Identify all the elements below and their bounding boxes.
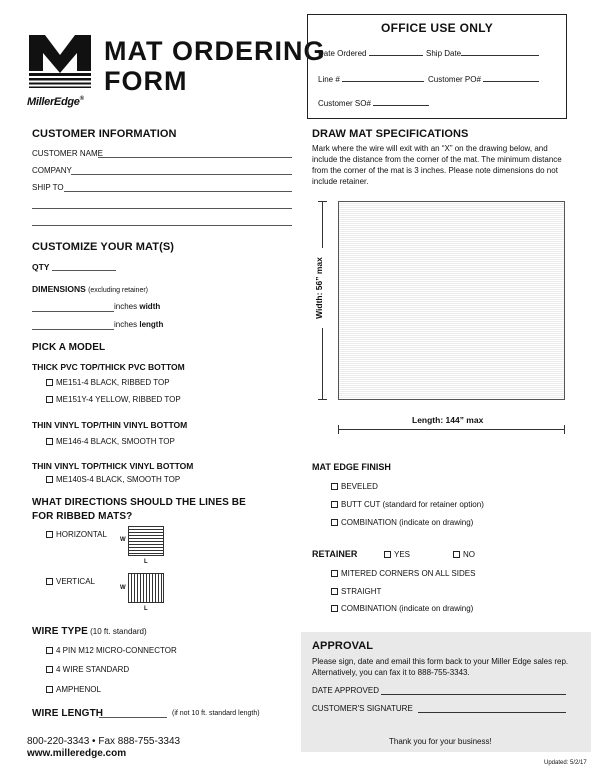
pick-model-title: PICK A MODEL (32, 342, 106, 353)
direction-horizontal[interactable]: HORIZONTAL (46, 530, 107, 539)
checkbox[interactable] (331, 605, 338, 612)
line-number-field[interactable] (342, 73, 424, 82)
contact-phone: 800-220-3343 • Fax 888-755-3343 (27, 736, 181, 747)
updated-date: Updated: 5/2/17 (544, 760, 587, 766)
draw-title: DRAW MAT SPECIFICATIONS (312, 128, 469, 140)
approval-instructions: Please sign, date and email this form back to your Miller Edge sales rep. Alternatively, you can fax it to 888-755-3343. (312, 657, 569, 677)
mat-drawing-area[interactable] (338, 201, 565, 400)
checkbox[interactable] (331, 519, 338, 526)
checkbox[interactable] (46, 438, 53, 445)
checkbox[interactable] (46, 578, 53, 585)
signature-field[interactable] (418, 712, 566, 713)
retainer-title: RETAINER (312, 549, 358, 559)
qty-field[interactable] (52, 270, 116, 271)
length-dimension-line (338, 429, 565, 430)
directions-title: WHAT DIRECTIONS SHOULD THE LINES BE FOR RIBBED MATS? (32, 497, 246, 522)
wire-option-m12[interactable]: 4 PIN M12 MICRO-CONNECTOR (46, 646, 177, 655)
customize-title: CUSTOMIZE YOUR MAT(S) (32, 241, 175, 253)
retainer-option-mitered[interactable]: MITERED CORNERS ON ALL SIDES (331, 569, 475, 578)
wire-length-field[interactable] (99, 717, 167, 718)
direction-vertical[interactable]: VERTICAL (46, 577, 95, 586)
edge-option-butt-cut[interactable]: BUTT CUT (standard for retainer option) (331, 500, 484, 509)
brand-name: MillerEdge® (27, 96, 84, 108)
approval-title: APPROVAL (312, 640, 374, 652)
checkbox[interactable] (46, 396, 53, 403)
vertical-lines-sample (128, 573, 164, 603)
edge-finish-title: MAT EDGE FINISH (312, 462, 391, 472)
office-use-title: OFFICE USE ONLY (380, 21, 494, 35)
company-field[interactable] (71, 174, 292, 175)
width-label: Width: 56” max (314, 248, 324, 328)
retainer-option-combination[interactable]: COMBINATION (indicate on drawing) (331, 604, 473, 613)
retainer-no[interactable]: NO (453, 550, 475, 559)
checkbox[interactable] (331, 501, 338, 508)
checkbox[interactable] (46, 686, 53, 693)
office-use-box: OFFICE USE ONLY Date Ordered Ship Date Line # Customer PO# Customer SO# (307, 14, 567, 119)
miller-edge-logo (27, 33, 93, 97)
model-option-me151y-4[interactable]: ME151Y-4 YELLOW, RIBBED TOP (46, 395, 181, 404)
thank-you-text: Thank you for your business! (389, 737, 492, 746)
page-title: MAT ORDERING FORM (104, 36, 326, 96)
wire-option-amphenol[interactable]: AMPHENOL (46, 685, 101, 694)
checkbox[interactable] (46, 647, 53, 654)
ship-to-field-line2[interactable] (32, 208, 292, 209)
ship-to-field[interactable] (64, 191, 292, 192)
wire-option-4-wire[interactable]: 4 WIRE STANDARD (46, 665, 129, 674)
length-label: Length: 144” max (412, 415, 484, 425)
edge-option-beveled[interactable]: BEVELED (331, 482, 378, 491)
length-field[interactable] (32, 329, 114, 330)
website-link[interactable]: www.milleredge.com (27, 748, 127, 759)
checkbox[interactable] (453, 551, 460, 558)
model-option-me146-4[interactable]: ME146-4 BLACK, SMOOTH TOP (46, 437, 175, 446)
model-option-me140s-4[interactable]: ME140S-4 BLACK, SMOOTH TOP (46, 475, 180, 484)
width-field[interactable] (32, 311, 114, 312)
date-ordered-field[interactable] (369, 47, 423, 56)
customer-info-title: CUSTOMER INFORMATION (32, 128, 177, 140)
retainer-option-straight[interactable]: STRAIGHT (331, 587, 381, 596)
date-approved-field[interactable] (381, 694, 566, 695)
draw-instructions: Mark where the wire will exit with an “X” on the drawing below, and include the distance from the corner of the mat. The minimum distance from the corner of the mat is 3 inches. Please note dimensions do not include retainer. (312, 144, 562, 186)
retainer-yes[interactable]: YES (384, 550, 410, 559)
checkbox[interactable] (331, 570, 338, 577)
customer-name-field[interactable] (98, 157, 292, 158)
checkbox[interactable] (331, 483, 338, 490)
checkbox[interactable] (46, 476, 53, 483)
customer-so-field[interactable] (373, 97, 429, 106)
approval-panel: APPROVAL Please sign, date and email this form back to your Miller Edge sales rep. Alternatively, you can fax it to 888-755-3343. DATE APPROVED CUSTOMER'S SIGNATURE Thank you for your business! (301, 632, 591, 752)
checkbox[interactable] (46, 666, 53, 673)
checkbox[interactable] (384, 551, 391, 558)
ship-date-field[interactable] (461, 47, 539, 56)
ship-to-field-line3[interactable] (32, 225, 292, 226)
model-option-me151-4[interactable]: ME151-4 BLACK, RIBBED TOP (46, 378, 170, 387)
checkbox[interactable] (46, 531, 53, 538)
edge-option-combination[interactable]: COMBINATION (indicate on drawing) (331, 518, 473, 527)
customer-po-field[interactable] (483, 73, 539, 82)
horizontal-lines-sample (128, 526, 164, 556)
checkbox[interactable] (46, 379, 53, 386)
checkbox[interactable] (331, 588, 338, 595)
